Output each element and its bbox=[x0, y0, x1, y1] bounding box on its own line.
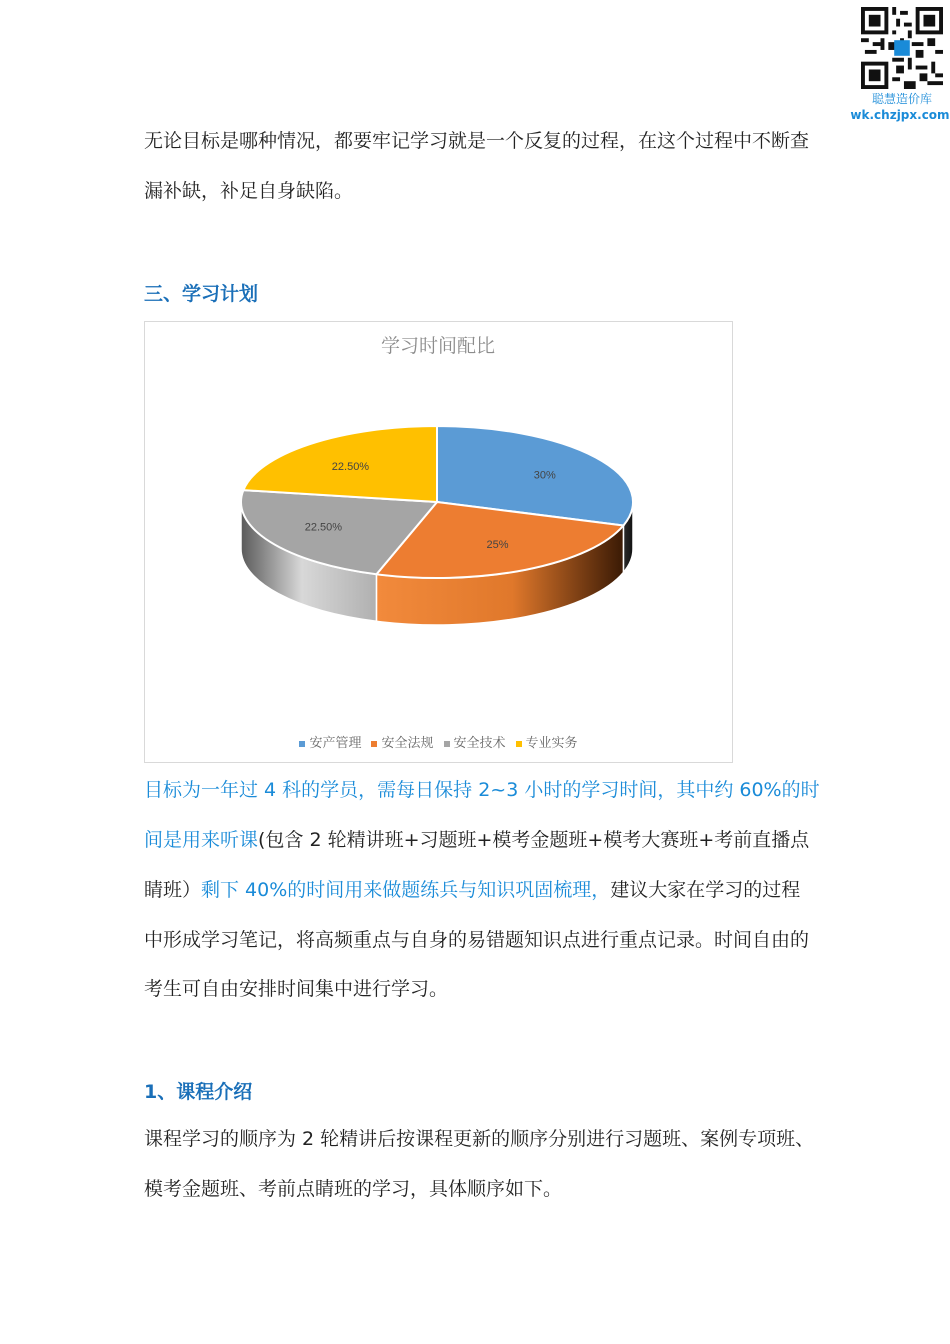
paragraph-line bbox=[144, 878, 824, 902]
legend-label: 安产管理 bbox=[309, 736, 362, 751]
brand-url: wk.chzjpx.com bbox=[850, 108, 950, 122]
section-heading: 三、学习计划 bbox=[144, 283, 259, 305]
paragraph-line bbox=[144, 828, 824, 852]
legend-swatch bbox=[444, 741, 450, 747]
paragraph-line: 目标为一年过 4 科的学员，需每日保持 2~3 小时的学习时间，其中约 60%的时 bbox=[144, 779, 820, 801]
chart-legend bbox=[145, 732, 732, 751]
chart-canvas bbox=[145, 322, 732, 762]
legend-item bbox=[299, 736, 361, 751]
highlight-text: 剩下 40%的时间用来做题练兵与知识巩固梳理， bbox=[201, 879, 611, 901]
chart-title: 学习时间配比 bbox=[380, 336, 496, 357]
paragraph-line: 考生可自由安排时间集中进行学习。 bbox=[144, 978, 449, 1000]
data-label: 30% bbox=[533, 469, 556, 482]
data-label: 22.50% bbox=[331, 461, 370, 474]
brand-name: 聪慧造价库 bbox=[871, 92, 932, 106]
legend-label: 安全技术 bbox=[453, 736, 506, 751]
legend-label: 安全法规 bbox=[381, 736, 434, 751]
paragraph-line: 课程学习的顺序为 2 轮精讲后按课程更新的顺序分别进行习题班、案例专项班、 bbox=[144, 1128, 815, 1150]
legend-label: 专业实务 bbox=[525, 736, 578, 751]
legend-item bbox=[516, 736, 578, 751]
legend-swatch bbox=[371, 741, 377, 747]
section-heading: 1、课程介绍 bbox=[144, 1081, 253, 1103]
body-text: 建议大家在学习的过程 bbox=[610, 879, 801, 901]
paragraph-line: 无论目标是哪种情况，都要牢记学习就是一个反复的过程，在这个过程中不断查 bbox=[144, 130, 810, 152]
data-label: 22.50% bbox=[304, 521, 343, 534]
paragraph-line: 中形成学习笔记，将高频重点与自身的易错题知识点进行重点记录。时间自由的 bbox=[144, 929, 810, 951]
legend-item bbox=[444, 736, 506, 751]
qr-code-image bbox=[861, 7, 943, 89]
data-label: 25% bbox=[486, 538, 509, 551]
pie-chart bbox=[144, 321, 733, 763]
body-text: (包含 2 轮精讲班+习题班+模考金题班+模考大赛班+考前直播点 bbox=[258, 829, 810, 851]
paragraph-line: 漏补缺，补足自身缺陷。 bbox=[144, 180, 354, 202]
paragraph-line: 模考金题班、考前点睛班的学习，具体顺序如下。 bbox=[144, 1178, 563, 1200]
body-text: 睛班） bbox=[144, 879, 202, 901]
legend-item bbox=[371, 736, 433, 751]
legend-swatch bbox=[516, 741, 522, 747]
legend-swatch bbox=[299, 741, 305, 747]
highlight-text: 间是用来听课 bbox=[144, 829, 259, 851]
